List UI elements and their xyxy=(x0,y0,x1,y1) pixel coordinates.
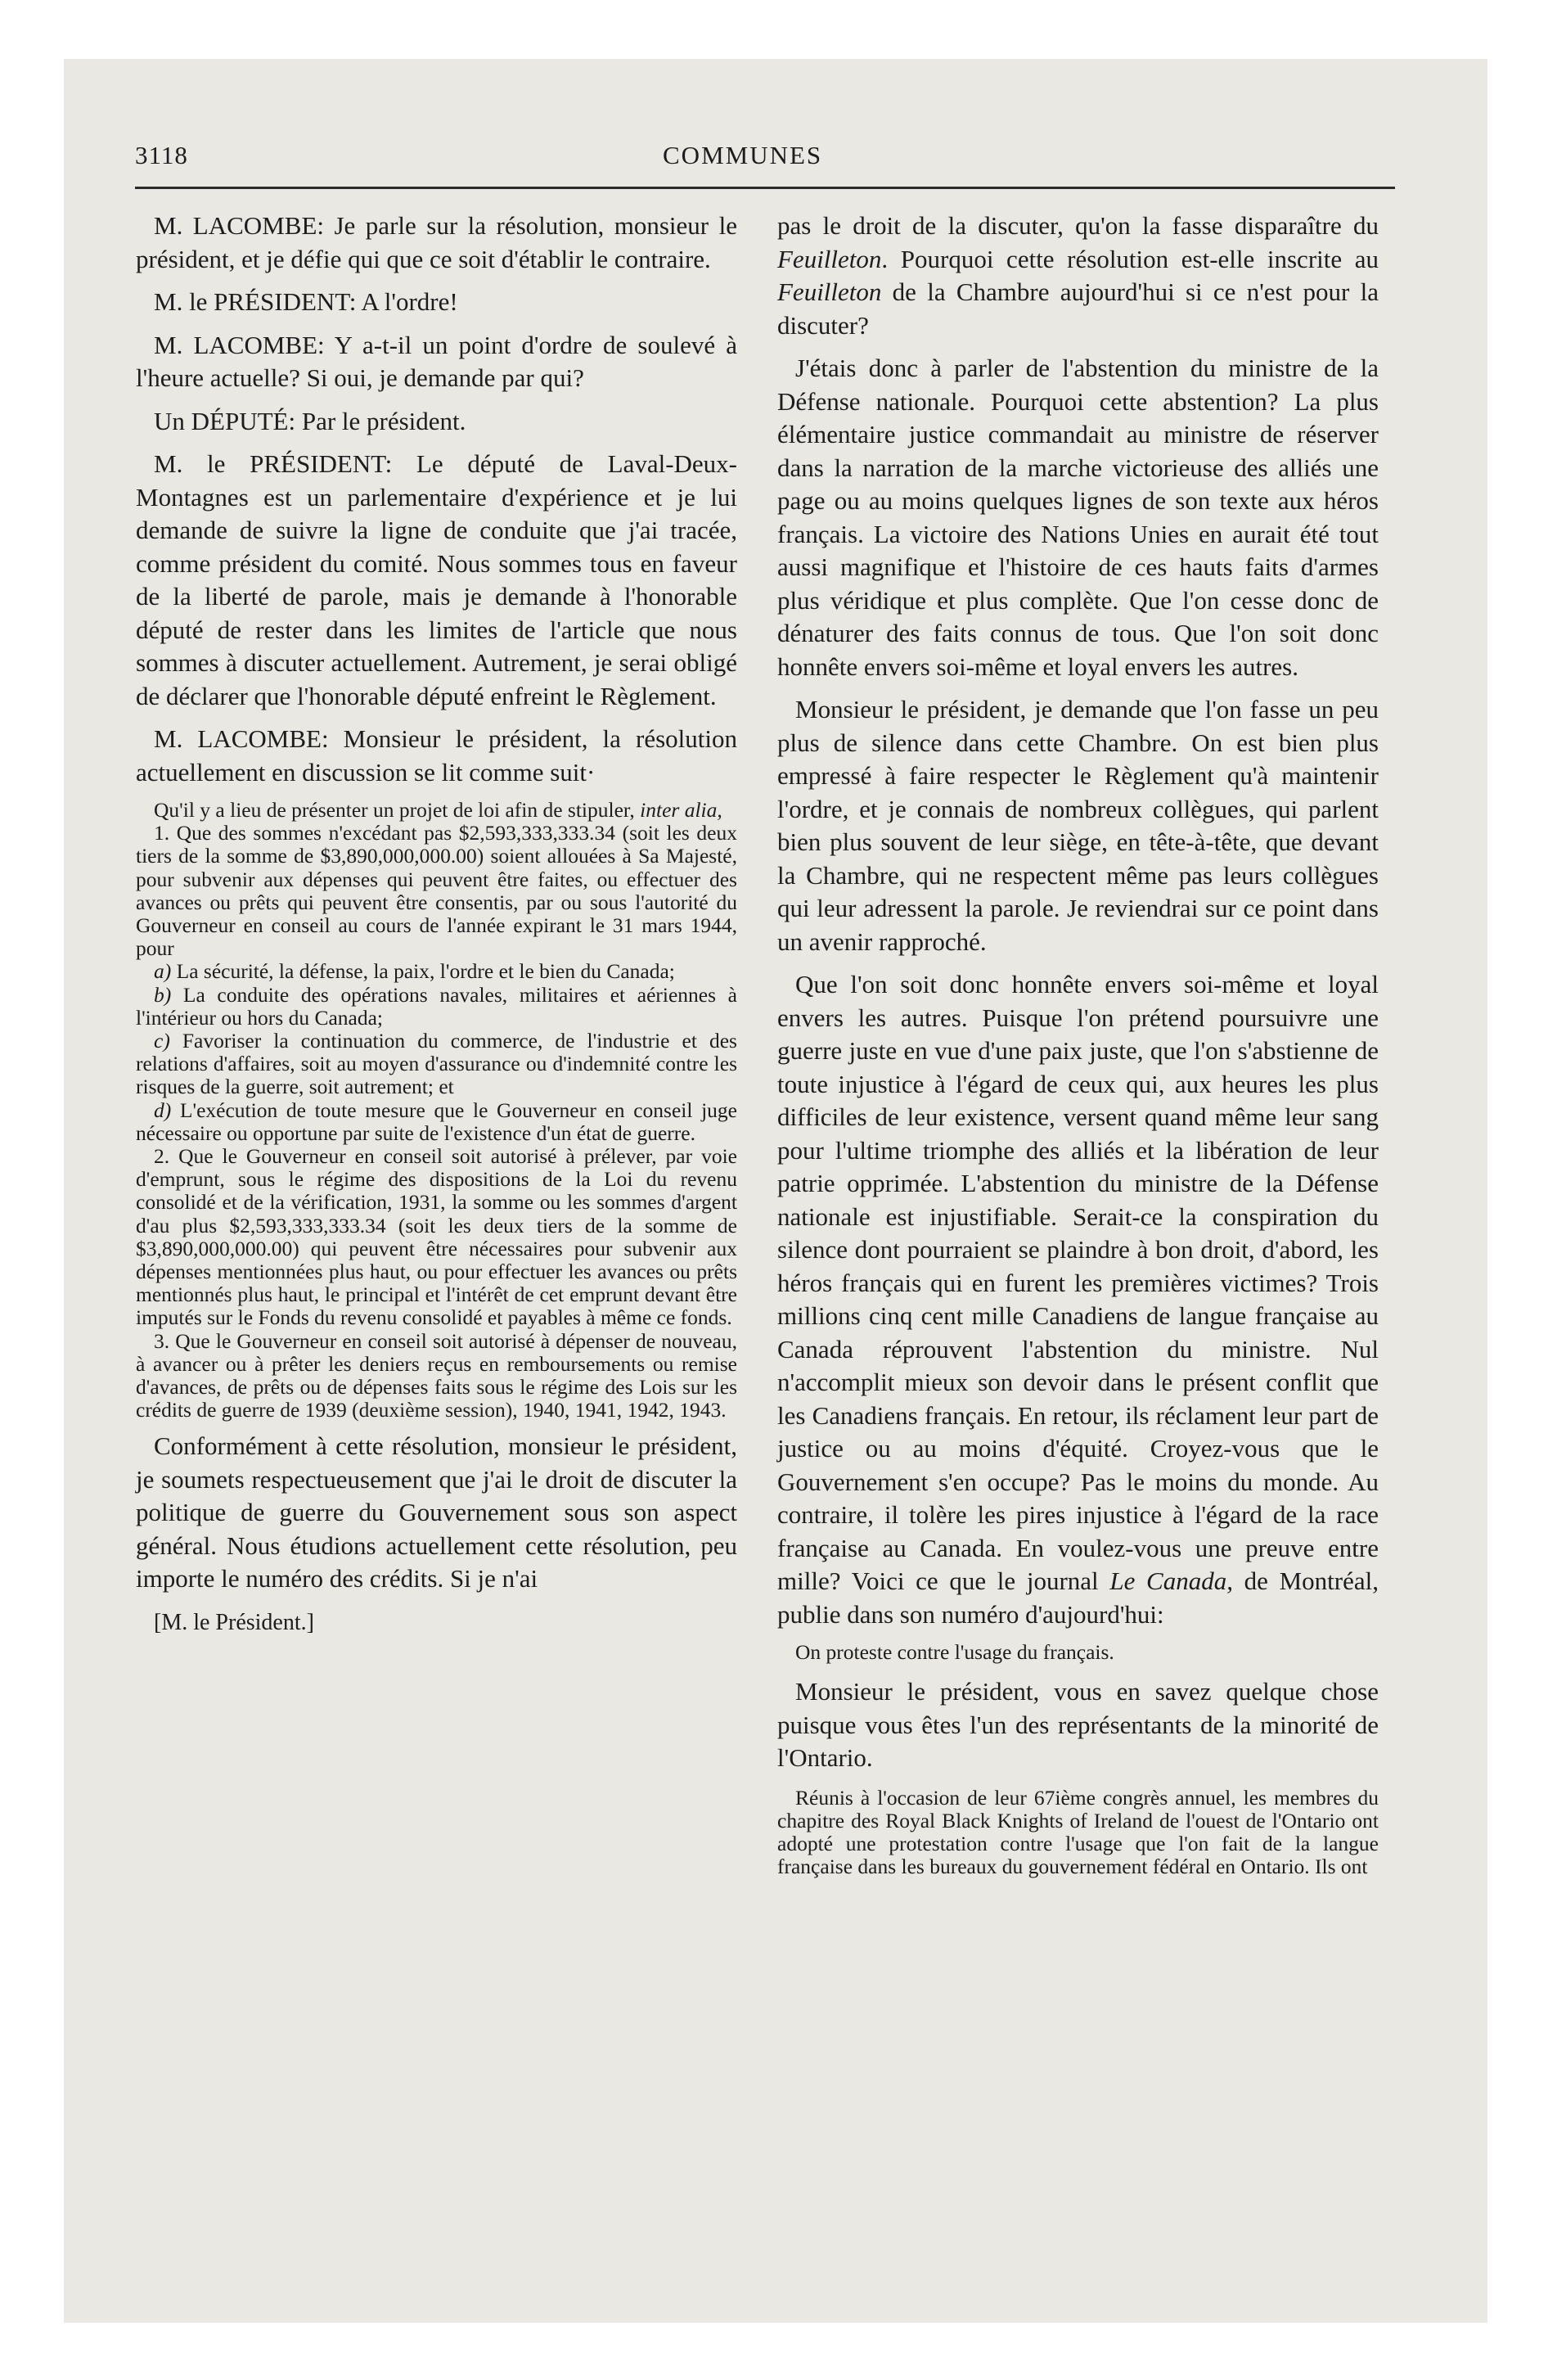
paragraph: Monsieur le président, vous en savez quelque chose puisque vous êtes l'un des représentants de la minorité de l'Ontario. xyxy=(777,1677,1379,1773)
paragraph: M. LACOMBE: Je parle sur la résolution, monsieur le président, et je défie qui que ce soit d'établir le contraire. xyxy=(136,211,737,273)
quoted-clause: 2. Que le Gouverneur en conseil soit autorisé à prélever, par voie d'emprunt, sous le régime des dispositions de la Loi du revenu consolidé et de la vérification, 1931, la somme ou les sommes d'argent d'au plus $2,593,333,333.34 (soit les deux tiers de la somme de $3,890,000,000.00) qui peuvent être nécessaires pour subvenir aux dépenses mentionnées plus haut, ou pour effectuer les avances ou prêts mentionnés plus haut, le principal et l'intérêt de cet emprunt devant être imputés sur le Fonds du revenu consolidé et payables à même ce fonds. xyxy=(136,1144,737,1330)
paragraph: pas le droit de la discuter, qu'on la fasse disparaître du Feuilleton. Pourquoi cette résolution est-elle inscrite au Feuilleton de la Chambre aujourd'hui si ce n'est pour la discuter? xyxy=(777,211,1379,340)
left-column xyxy=(136,210,737,1639)
right-column xyxy=(777,210,1379,1879)
quoted-item: d) L'exécution de toute mesure que le Gouverneur en conseil juge nécessaire ou opportune par suite de l'existence d'un état de guerre. xyxy=(136,1098,737,1145)
paragraph: Monsieur le président, je demande que l'on fasse un peu plus de silence dans cette Chambre. On est bien plus empressé à faire respecter le Règlement qu'à maintenir l'ordre, et je connais de nombreux collègues, qui parlent bien plus souvent de leur siège, en tête-à-tête, que devant la Chambre, qui ne respectent même pas leurs collègues qui leur adressent la parole. Je reviendrai sur ce point dans un avenir rapproché. xyxy=(777,695,1379,956)
running-title: COMMUNES xyxy=(663,141,823,169)
quoted-clause: 1. Que des sommes n'excédant pas $2,593,333,333.34 (soit les deux tiers de la somme de $3,890,000,000.00) soient allouées à Sa Majesté, pour subvenir aux dépenses qui peuvent être faites, ou effectuer des avances ou prêts qui peuvent être consentis, par ou sous l'autorité du Gouverneur en conseil au cours de l'année expirant le 31 mars 1944, pour xyxy=(136,821,737,961)
quoted-resolution-intro: Qu'il y a lieu de présenter un projet de loi afin de stipuler, inter alia, xyxy=(154,798,722,822)
quoted-item: c) Favoriser la continuation du commerce, de l'industrie et des relations d'affaires, soit au moyen d'assurance ou d'indemnité contre les risques de la guerre, soit autrement; et xyxy=(136,1029,737,1099)
paragraph: J'étais donc à parler de l'abstention du ministre de la Défense nationale. Pourquoi cette abstention? La plus élémentaire justice commandait au ministre de réserver dans la narration de la marche victorieuse des alliés une page ou au moins quelques lignes de son texte aux héros français. La victoire des Nations Unies en aurait été tout aussi magnifique et l'histoire de ces hauts faits d'armes plus véridique et plus complète. Que l'on cesse donc de dénaturer des faits connus de tous. Que l'on soit donc honnête envers soi-même et loyal envers les autres. xyxy=(777,354,1379,681)
paragraph: M. le PRÉSIDENT: Le député de Laval-Deux-Montagnes est un parlementaire d'expérience et je lui demande de suivre la ligne de conduite que j'ai tracée, comme président du comité. Nous sommes tous en faveur de la liberté de parole, mais je demande à l'honorable député de rester dans les limites de l'article que nous sommes à discuter actuellement. Autrement, je serai obligé de déclarer que l'honorable député enfreint le Règlement. xyxy=(136,449,737,710)
quoted-clause: 3. Que le Gouverneur en conseil soit autorisé à dépenser de nouveau, à avancer ou à prêter les deniers reçus en remboursements ou remise d'avances, de prêts ou de dépenses faits sous le régime des Lois sur les crédits de guerre de 1939 (deuxième session), 1940, 1941, 1942, 1943. xyxy=(136,1328,737,1422)
speaker-footer: [M. le Président.] xyxy=(154,1609,314,1635)
page-number: 3118 xyxy=(135,141,188,169)
header-rule xyxy=(135,187,1395,189)
paragraph: M. LACOMBE: Monsieur le président, la résolution actuellement en discussion se lit comme suit· xyxy=(136,724,737,787)
quoted-headline: On proteste contre l'usage du français. xyxy=(795,1640,1114,1664)
quoted-item: a) La sécurité, la défense, la paix, l'ordre et le bien du Canada; xyxy=(154,959,675,984)
quoted-item: b) La conduite des opérations navales, militaires et aériennes à l'intérieur ou hors du Canada; xyxy=(136,982,737,1030)
paragraph: Un DÉPUTÉ: Par le président. xyxy=(154,406,466,435)
paragraph: M. LACOMBE: Y a-t-il un point d'ordre de soulevé à l'heure actuelle? Si oui, je demande par qui? xyxy=(136,330,737,392)
paragraph: M. le PRÉSIDENT: A l'ordre! xyxy=(154,287,458,316)
paragraph: Que l'on soit donc honnête envers soi-même et loyal envers les autres. Puisque l'on prétend poursuivre une guerre juste en vue d'une paix juste, que l'on s'abstienne de toute injustice à l'égard de ceux qui, aux heures les plus difficiles de leur existence, versent quand même leur sang pour l'ultime triomphe des alliés et la libération de leur patrie opprimée. L'abstention du ministre de la Défense nationale est injustifiable. Serait-ce la conspiration du silence dont pourraient se plaindre à bon droit, d'abord, les héros français qui en furent les premières victimes? Trois millions cinq cent mille Canadiens de langue française au Canada réprouvent l'abstention du ministre. Nul n'accomplit mieux son devoir dans le présent conflit que les Canadiens français. En retour, ils réclament leur part de justice ou au moins d'équité. Croyez-vous que le Gouvernement s'en occupe? Pas le moins du monde. Au contraire, il tolère les pires injustice à l'égard de la race française au Canada. En voulez-vous une preuve entre mille? Voici ce que le journal Le Canada, de Montréal, publie dans son numéro d'aujourd'hui: xyxy=(777,970,1379,1629)
paragraph: Conformément à cette résolution, monsieur le président, je soumets respectueusement que j'ai le droit de discuter la politique de guerre du Gouvernement sous son aspect général. Nous étudions actuellement cette résolution, peu importe le numéro des crédits. Si je n'ai xyxy=(136,1431,737,1593)
quoted-article: Réunis à l'occasion de leur 67ième congrès annuel, les membres du chapitre des Royal Black Knights of Ireland de l'ouest de l'Ontario ont adopté une protestation contre l'usage que l'on fait de la langue française dans les bureaux du gouvernement fédéral en Ontario. Ils ont xyxy=(777,1785,1379,1879)
